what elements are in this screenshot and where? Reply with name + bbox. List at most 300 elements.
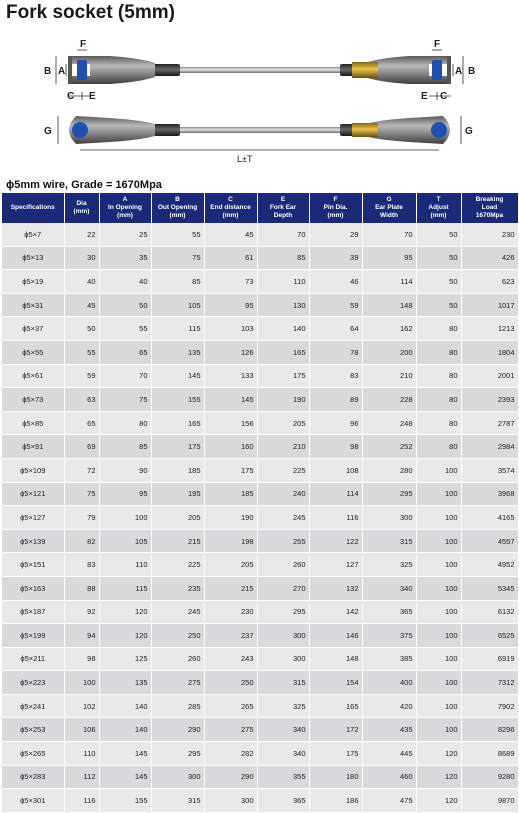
value-cell: 83 [64, 553, 99, 577]
value-cell: 108 [309, 458, 362, 482]
value-cell: 69 [64, 435, 99, 459]
column-header-line: Specifications [10, 204, 55, 211]
label-a-right: A [455, 66, 463, 77]
table-row [2, 694, 518, 718]
spec-cell: ϕ5×265 [2, 742, 64, 766]
value-cell: 300 [151, 765, 204, 789]
value-cell: 1017 [461, 293, 518, 317]
value-cell: 61 [204, 246, 257, 270]
value-cell: 210 [257, 435, 309, 459]
value-cell: 315 [151, 789, 204, 813]
table-body [2, 223, 518, 812]
table-row [2, 458, 518, 482]
value-cell: 210 [362, 364, 416, 388]
value-cell: 100 [416, 506, 461, 530]
value-cell: 295 [151, 742, 204, 766]
column-header [416, 193, 461, 223]
value-cell: 9870 [461, 789, 518, 813]
value-cell: 55 [99, 317, 151, 341]
value-cell: 4557 [461, 529, 518, 553]
value-cell: 165 [151, 411, 204, 435]
value-cell: 145 [99, 742, 151, 766]
label-g-right: G [465, 126, 473, 137]
value-cell: 85 [257, 246, 309, 270]
value-cell: 185 [204, 482, 257, 506]
value-cell: 340 [362, 576, 416, 600]
column-header-line: Depth [273, 212, 293, 219]
table-row [2, 718, 518, 742]
value-cell: 8689 [461, 742, 518, 766]
column-header-line: Fork Ear [269, 204, 297, 211]
label-b-left: B [44, 66, 52, 77]
value-cell: 65 [99, 340, 151, 364]
value-cell: 83 [309, 364, 362, 388]
table-row [2, 506, 518, 530]
value-cell: 205 [257, 411, 309, 435]
column-header-line: Out Opening [157, 204, 198, 211]
value-cell: 140 [99, 718, 151, 742]
value-cell: 365 [257, 789, 309, 813]
value-cell: 154 [309, 671, 362, 695]
label-a-left: A [58, 66, 66, 77]
table-row [2, 529, 518, 553]
value-cell: 75 [64, 482, 99, 506]
spec-cell: ϕ5×163 [2, 576, 64, 600]
value-cell: 105 [151, 293, 204, 317]
spec-cell: ϕ5×139 [2, 529, 64, 553]
page-title: Fork socket (5mm) [6, 2, 175, 23]
value-cell: 295 [362, 482, 416, 506]
value-cell: 385 [362, 647, 416, 671]
value-cell: 29 [309, 223, 362, 246]
value-cell: 100 [416, 576, 461, 600]
value-cell: 50 [416, 293, 461, 317]
value-cell: 180 [309, 765, 362, 789]
value-cell: 162 [362, 317, 416, 341]
value-cell: 75 [99, 388, 151, 412]
spec-cell: ϕ5×85 [2, 411, 64, 435]
value-cell: 215 [151, 529, 204, 553]
value-cell: 1804 [461, 340, 518, 364]
value-cell: 110 [99, 553, 151, 577]
value-cell: 80 [416, 435, 461, 459]
value-cell: 2984 [461, 435, 518, 459]
value-cell: 270 [257, 576, 309, 600]
value-cell: 7902 [461, 694, 518, 718]
value-cell: 100 [416, 671, 461, 695]
value-cell: 64 [309, 317, 362, 341]
label-b-right: B [468, 66, 476, 77]
value-cell: 115 [99, 576, 151, 600]
value-cell: 100 [64, 671, 99, 695]
value-cell: 120 [416, 742, 461, 766]
value-cell: 114 [309, 482, 362, 506]
value-cell: 375 [362, 624, 416, 648]
value-cell: 175 [257, 364, 309, 388]
value-cell: 140 [99, 694, 151, 718]
value-cell: 45 [64, 293, 99, 317]
value-cell: 59 [309, 293, 362, 317]
value-cell: 290 [151, 718, 204, 742]
value-cell: 100 [99, 506, 151, 530]
value-cell: 105 [99, 529, 151, 553]
column-header [64, 193, 99, 223]
value-cell: 185 [151, 458, 204, 482]
value-cell: 120 [99, 624, 151, 648]
value-cell: 72 [64, 458, 99, 482]
spec-cell: ϕ5×223 [2, 671, 64, 695]
table-row [2, 293, 518, 317]
spec-cell: ϕ5×19 [2, 270, 64, 294]
value-cell: 1213 [461, 317, 518, 341]
table-row [2, 671, 518, 695]
value-cell: 46 [309, 270, 362, 294]
value-cell: 140 [257, 317, 309, 341]
value-cell: 130 [257, 293, 309, 317]
table-row [2, 600, 518, 624]
spec-cell: ϕ5×127 [2, 506, 64, 530]
spec-cell: ϕ5×31 [2, 293, 64, 317]
value-cell: 5345 [461, 576, 518, 600]
value-cell: 55 [151, 223, 204, 246]
column-header-line: (mm) [169, 212, 186, 219]
column-header [362, 193, 416, 223]
value-cell: 250 [204, 671, 257, 695]
value-cell: 116 [64, 789, 99, 813]
value-cell: 198 [204, 529, 257, 553]
value-cell: 245 [257, 506, 309, 530]
fork-socket-diagram [0, 34, 519, 176]
value-cell: 248 [362, 411, 416, 435]
value-cell: 95 [99, 482, 151, 506]
value-cell: 95 [204, 293, 257, 317]
label-c-left: C [67, 91, 75, 102]
value-cell: 243 [204, 647, 257, 671]
value-cell: 79 [64, 506, 99, 530]
spec-cell: ϕ5×109 [2, 458, 64, 482]
value-cell: 100 [416, 553, 461, 577]
value-cell: 120 [416, 789, 461, 813]
value-cell: 225 [151, 553, 204, 577]
column-header [204, 193, 257, 223]
value-cell: 435 [362, 718, 416, 742]
value-cell: 110 [64, 742, 99, 766]
table-row [2, 624, 518, 648]
value-cell: 40 [64, 270, 99, 294]
column-header-line: T [436, 196, 441, 203]
value-cell: 190 [204, 506, 257, 530]
table-row [2, 246, 518, 270]
value-cell: 45 [204, 223, 257, 246]
value-cell: 325 [362, 553, 416, 577]
value-cell: 126 [204, 340, 257, 364]
value-cell: 295 [257, 600, 309, 624]
value-cell: 95 [362, 246, 416, 270]
spec-cell: ϕ5×61 [2, 364, 64, 388]
value-cell: 175 [204, 458, 257, 482]
value-cell: 300 [257, 647, 309, 671]
column-header-line: Dia [76, 200, 87, 207]
value-cell: 280 [362, 458, 416, 482]
value-cell: 205 [204, 553, 257, 577]
value-cell: 6132 [461, 600, 518, 624]
value-cell: 110 [257, 270, 309, 294]
spec-cell: ϕ5×301 [2, 789, 64, 813]
value-cell: 70 [99, 364, 151, 388]
value-cell: 460 [362, 765, 416, 789]
value-cell: 475 [362, 789, 416, 813]
value-cell: 125 [99, 647, 151, 671]
spec-cell: ϕ5×91 [2, 435, 64, 459]
column-header-line: Breaking [475, 196, 504, 203]
value-cell: 200 [362, 340, 416, 364]
value-cell: 445 [362, 742, 416, 766]
value-cell: 39 [309, 246, 362, 270]
value-cell: 142 [309, 600, 362, 624]
value-cell: 156 [204, 411, 257, 435]
table-row [2, 435, 518, 459]
value-cell: 4952 [461, 553, 518, 577]
value-cell: 78 [309, 340, 362, 364]
value-cell: 155 [151, 388, 204, 412]
value-cell: 2787 [461, 411, 518, 435]
spec-cell: ϕ5×187 [2, 600, 64, 624]
column-header-line: Width [380, 212, 398, 219]
value-cell: 80 [416, 317, 461, 341]
value-cell: 120 [99, 600, 151, 624]
value-cell: 300 [257, 624, 309, 648]
value-cell: 2393 [461, 388, 518, 412]
value-cell: 175 [151, 435, 204, 459]
value-cell: 8296 [461, 718, 518, 742]
value-cell: 4165 [461, 506, 518, 530]
value-cell: 96 [309, 411, 362, 435]
column-header-line: E [280, 196, 286, 203]
value-cell: 50 [416, 223, 461, 246]
value-cell: 275 [151, 671, 204, 695]
value-cell: 90 [99, 458, 151, 482]
value-cell: 80 [416, 388, 461, 412]
column-header-line: Adjust [428, 204, 449, 211]
column-header-line: End distance [210, 204, 251, 211]
table-row [2, 411, 518, 435]
value-cell: 300 [204, 789, 257, 813]
value-cell: 59 [64, 364, 99, 388]
column-header [2, 193, 64, 223]
value-cell: 340 [257, 742, 309, 766]
value-cell: 172 [309, 718, 362, 742]
value-cell: 230 [204, 600, 257, 624]
table-row [2, 223, 518, 246]
column-header [99, 193, 151, 223]
table-row [2, 317, 518, 341]
value-cell: 80 [416, 411, 461, 435]
value-cell: 186 [309, 789, 362, 813]
value-cell: 252 [362, 435, 416, 459]
column-header-line: (mm) [327, 212, 344, 219]
column-header-line: (mm) [430, 212, 447, 219]
column-header [309, 193, 362, 223]
table-subtitle: ϕ5mm wire, Grade = 1670Mpa [6, 179, 162, 191]
value-cell: 122 [309, 529, 362, 553]
value-cell: 145 [99, 765, 151, 789]
value-cell: 116 [309, 506, 362, 530]
value-cell: 127 [309, 553, 362, 577]
value-cell: 80 [99, 411, 151, 435]
column-header-line: Load [481, 204, 498, 211]
value-cell: 165 [309, 694, 362, 718]
value-cell: 260 [151, 647, 204, 671]
spec-cell: ϕ5×13 [2, 246, 64, 270]
value-cell: 282 [204, 742, 257, 766]
value-cell: 73 [204, 270, 257, 294]
value-cell: 115 [151, 317, 204, 341]
value-cell: 315 [362, 529, 416, 553]
value-cell: 135 [151, 340, 204, 364]
table-row [2, 789, 518, 813]
spec-cell: ϕ5×37 [2, 317, 64, 341]
value-cell: 106 [64, 718, 99, 742]
value-cell: 400 [362, 671, 416, 695]
table-row [2, 340, 518, 364]
value-cell: 240 [257, 482, 309, 506]
value-cell: 215 [204, 576, 257, 600]
value-cell: 260 [257, 553, 309, 577]
value-cell: 265 [204, 694, 257, 718]
spec-cell: ϕ5×151 [2, 553, 64, 577]
value-cell: 100 [416, 694, 461, 718]
value-cell: 6919 [461, 647, 518, 671]
value-cell: 275 [204, 718, 257, 742]
value-cell: 225 [257, 458, 309, 482]
spec-cell: ϕ5×121 [2, 482, 64, 506]
value-cell: 623 [461, 270, 518, 294]
label-c-right: C [440, 91, 448, 102]
value-cell: 55 [64, 340, 99, 364]
column-header-line: C [228, 196, 233, 203]
value-cell: 98 [309, 435, 362, 459]
value-cell: 6525 [461, 624, 518, 648]
label-g-left: G [44, 126, 52, 137]
table-row [2, 765, 518, 789]
value-cell: 145 [204, 388, 257, 412]
column-header [151, 193, 204, 223]
spec-cell: ϕ5×7 [2, 223, 64, 246]
column-header-line: (mm) [222, 212, 239, 219]
value-cell: 3574 [461, 458, 518, 482]
value-cell: 148 [309, 647, 362, 671]
value-cell: 426 [461, 246, 518, 270]
value-cell: 100 [416, 647, 461, 671]
label-e-right: E [421, 91, 428, 102]
spec-cell: ϕ5×253 [2, 718, 64, 742]
value-cell: 175 [309, 742, 362, 766]
value-cell: 365 [362, 600, 416, 624]
value-cell: 230 [461, 223, 518, 246]
label-e-left: E [89, 91, 96, 102]
value-cell: 250 [151, 624, 204, 648]
value-cell: 7312 [461, 671, 518, 695]
value-cell: 25 [99, 223, 151, 246]
value-cell: 100 [416, 718, 461, 742]
value-cell: 40 [99, 270, 151, 294]
value-cell: 50 [64, 317, 99, 341]
value-cell: 160 [204, 435, 257, 459]
value-cell: 325 [257, 694, 309, 718]
value-cell: 35 [99, 246, 151, 270]
value-cell: 103 [204, 317, 257, 341]
value-cell: 75 [151, 246, 204, 270]
value-cell: 50 [416, 246, 461, 270]
table-row [2, 742, 518, 766]
value-cell: 237 [204, 624, 257, 648]
value-cell: 9280 [461, 765, 518, 789]
table-header-row [2, 193, 518, 223]
value-cell: 340 [257, 718, 309, 742]
value-cell: 355 [257, 765, 309, 789]
value-cell: 65 [64, 411, 99, 435]
value-cell: 85 [151, 270, 204, 294]
value-cell: 102 [64, 694, 99, 718]
label-f-right: F [434, 39, 441, 50]
label-length: L±T [237, 154, 253, 164]
table-row [2, 553, 518, 577]
column-header-line: A [122, 196, 128, 203]
value-cell: 80 [416, 364, 461, 388]
value-cell: 100 [416, 624, 461, 648]
value-cell: 30 [64, 246, 99, 270]
value-cell: 205 [151, 506, 204, 530]
spec-cell: ϕ5×211 [2, 647, 64, 671]
table-row [2, 270, 518, 294]
value-cell: 228 [362, 388, 416, 412]
value-cell: 315 [257, 671, 309, 695]
label-f-left: F [80, 39, 87, 50]
value-cell: 133 [204, 364, 257, 388]
value-cell: 148 [362, 293, 416, 317]
value-cell: 165 [257, 340, 309, 364]
column-header-line: In Opening [108, 204, 142, 211]
value-cell: 100 [416, 482, 461, 506]
value-cell: 100 [416, 529, 461, 553]
spec-table [2, 193, 519, 813]
table-row [2, 364, 518, 388]
value-cell: 100 [416, 600, 461, 624]
value-cell: 290 [204, 765, 257, 789]
value-cell: 190 [257, 388, 309, 412]
value-cell: 85 [99, 435, 151, 459]
column-header-line: Ear Plate [375, 204, 403, 211]
value-cell: 50 [416, 270, 461, 294]
column-header-line: (mm) [73, 208, 90, 215]
value-cell: 94 [64, 624, 99, 648]
value-cell: 92 [64, 600, 99, 624]
value-cell: 63 [64, 388, 99, 412]
table-row [2, 482, 518, 506]
spec-cell: ϕ5×55 [2, 340, 64, 364]
value-cell: 112 [64, 765, 99, 789]
value-cell: 132 [309, 576, 362, 600]
column-header-line: F [333, 196, 338, 203]
value-cell: 82 [64, 529, 99, 553]
table-row [2, 576, 518, 600]
value-cell: 89 [309, 388, 362, 412]
spec-cell: ϕ5×199 [2, 624, 64, 648]
value-cell: 114 [362, 270, 416, 294]
value-cell: 120 [416, 765, 461, 789]
column-header-line: (mm) [117, 212, 133, 219]
value-cell: 70 [362, 223, 416, 246]
